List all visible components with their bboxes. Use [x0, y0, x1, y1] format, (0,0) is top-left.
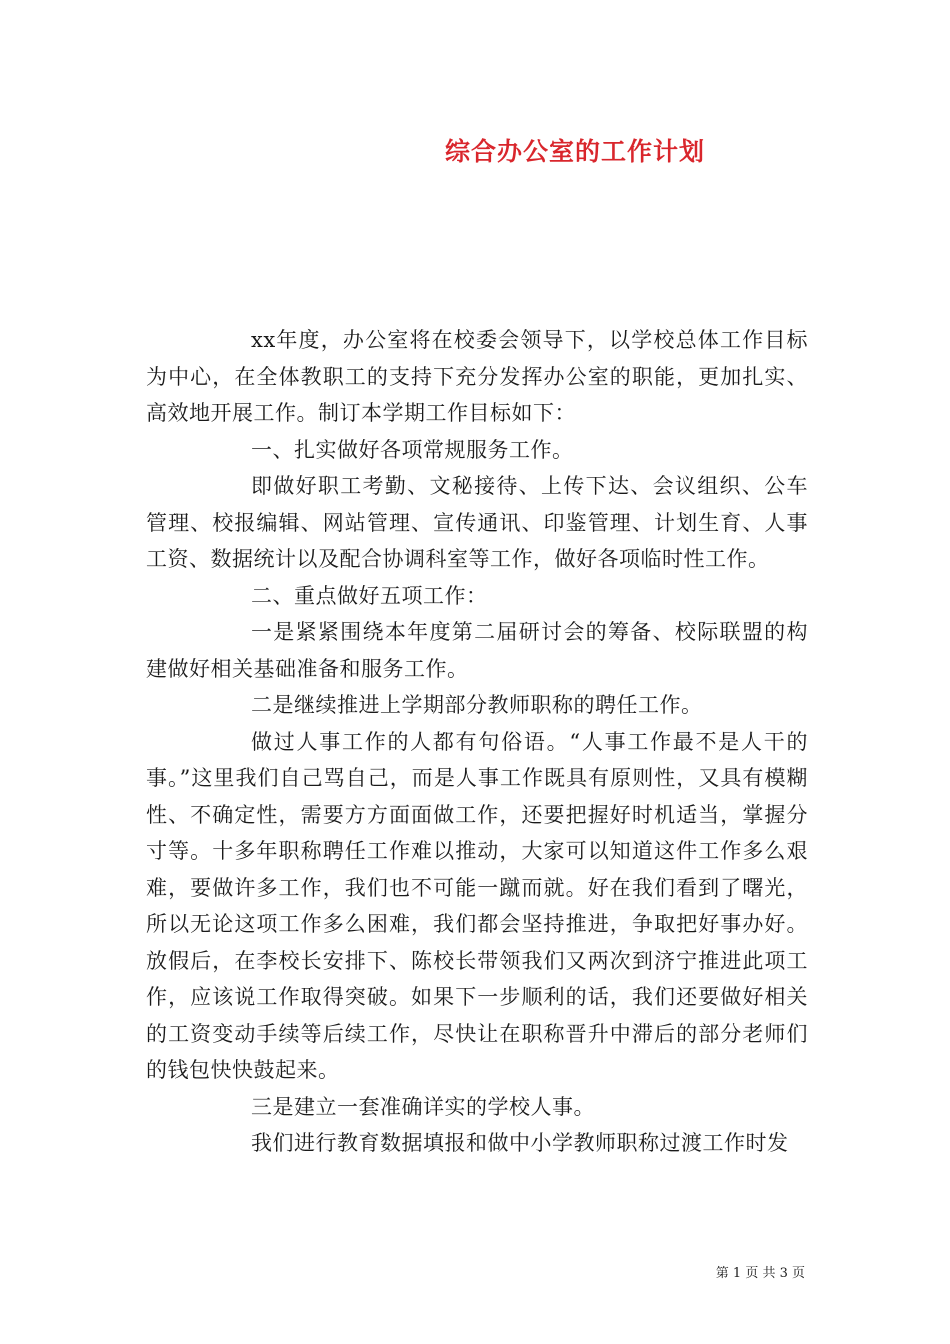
paragraph-personnel-work: 做过人事工作的人都有句俗语。“人事工作最不是人干的事。”这里我们自己骂自己，而是人事工作既具有原则性，又具有模糊性、不确定性，需要方方面面做工作，还要把握好时机适当，掌握分寸等。十多年职称聘任工作难以推动，大家可以知道这件工作多么艰难，要做许多工作，我们也不可能一蹴而就。好在我们看到了曙光，所以无论这项工作多么困难，我们都会坚持推进，争取把好事办好。放假后，在李校长安排下、陈校长带领我们又两次到济宁推进此项工作，应该说工作取得突破。如果下一步顺利的话，我们还要做好相关的工资变动手续等后续工作，尽快让在职称晋升中滞后的部分老师们的钱包快快鼓起来。: [146, 729, 808, 1082]
paragraph-data-filing: 我们进行教育数据填报和做中小学教师职称过渡工作时发: [251, 1131, 789, 1155]
paragraph-intro: xx年度，办公室将在校委会领导下，以学校总体工作目标为中心，在全体教职工的支持下充分发挥办公室的职能，更加扎实、高效地开展工作。制订本学期工作目标如下：: [146, 328, 808, 425]
paragraph-routine-work: 即做好职工考勤、文秘接待、上传下达、会议组织、公车管理、校报编辑、网站管理、宣传通讯、印鉴管理、计划生育、人事工资、数据统计以及配合协调科室等工作，做好各项临时性工作。: [146, 474, 808, 571]
paragraph-item-2: 二是继续推进上学期部分教师职称的聘任工作。: [251, 693, 703, 717]
paragraph-item-3: 三是建立一套准确详实的学校人事。: [251, 1094, 595, 1119]
section-heading-2: 二、重点做好五项工作：: [251, 583, 488, 608]
document-title: 综合办公室的工作计划: [444, 137, 705, 166]
document-body: [146, 322, 808, 1162]
paragraph-item-1: 一是紧紧围绕本年度第二届研讨会的筹备、校际联盟的构建做好相关基础准备和服务工作。: [146, 620, 808, 681]
page-number: 第 1 页 共 3 页: [715, 1266, 805, 1281]
section-heading-1: 一、扎实做好各项常规服务工作。: [251, 437, 574, 462]
